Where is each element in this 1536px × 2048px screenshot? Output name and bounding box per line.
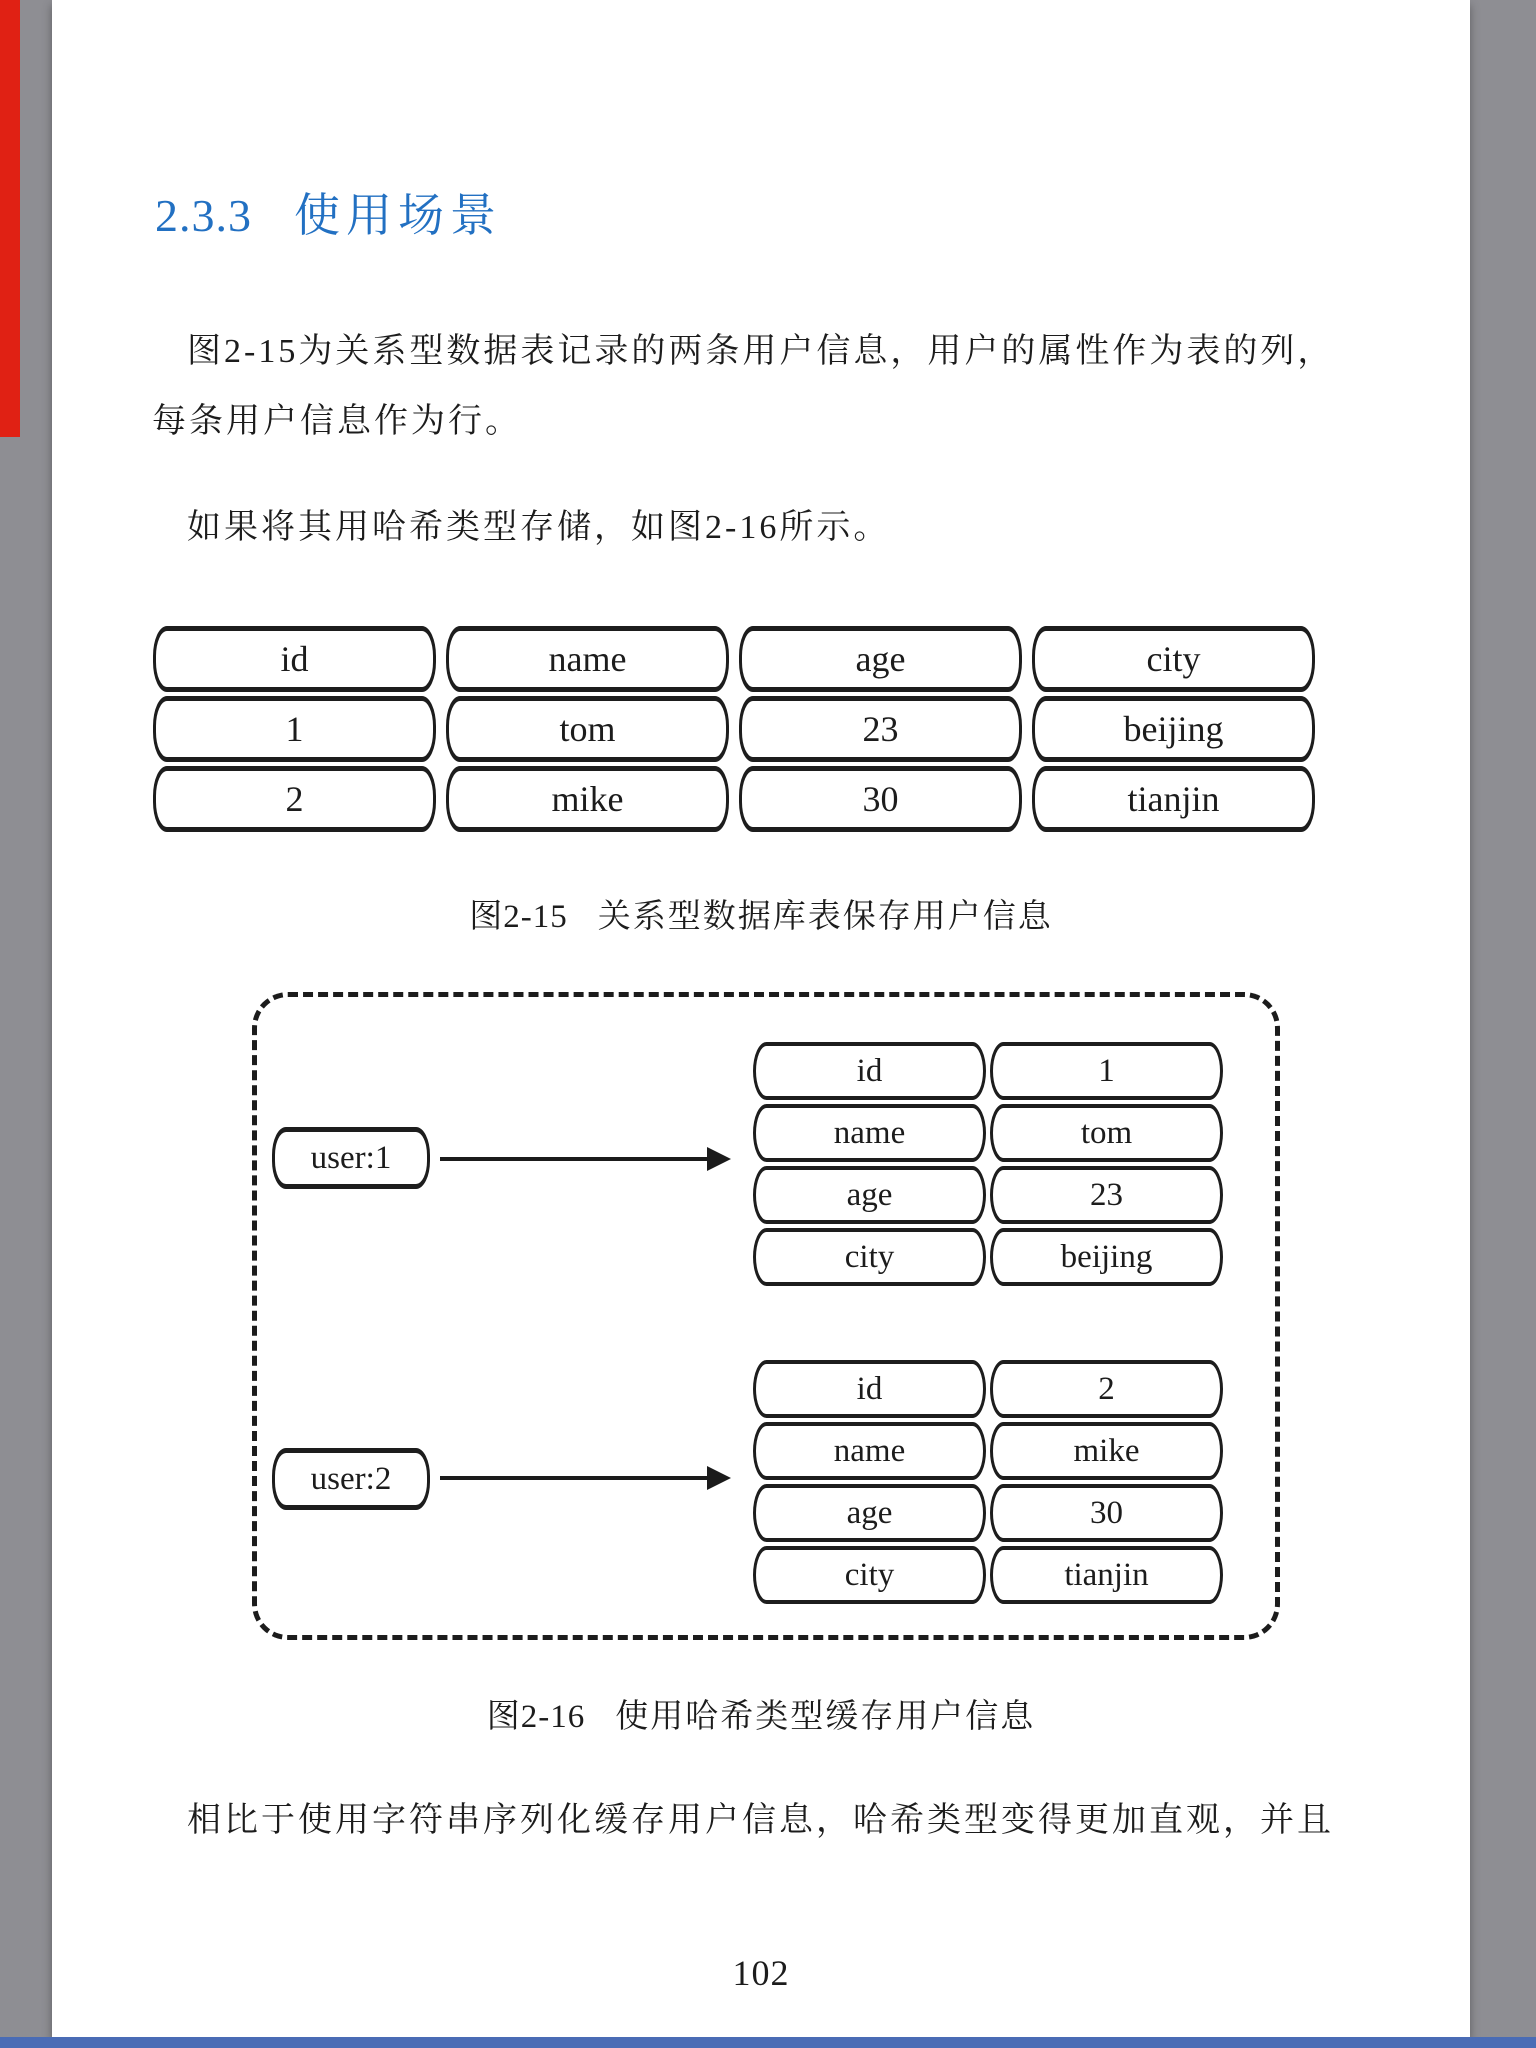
page-number: 102 (732, 1953, 790, 1993)
hash-value-cell: 1 (990, 1042, 1223, 1100)
arrow-icon (440, 1476, 725, 1480)
hash-field-column (753, 1042, 986, 1286)
table-header-cell: id (153, 626, 436, 692)
table-header-cell: age (739, 626, 1022, 692)
table-cell: 1 (153, 696, 436, 762)
section-number: 2.3.3 (155, 190, 252, 241)
hash-key-label: user:2 (310, 1460, 392, 1497)
section-title: 使用场景 (294, 190, 502, 241)
hash-field-cell: id (753, 1042, 986, 1100)
figure-caption-text: 关系型数据库表保存用户信息 (597, 899, 1053, 935)
hash-field-cell: name (753, 1104, 986, 1162)
hash-key-user1 (272, 1127, 430, 1189)
hash-key-user2 (272, 1448, 430, 1510)
table-cell: 2 (153, 766, 436, 832)
hash-field-cell: name (753, 1422, 986, 1480)
table-column-age (739, 626, 1022, 832)
figure-2-15-caption (52, 890, 1470, 937)
hash-table-user1 (753, 1042, 1223, 1286)
table-header-cell: name (446, 626, 729, 692)
paragraph-1-line-2: 每条用户信息作为行。 (152, 403, 522, 440)
hash-field-cell: city (753, 1546, 986, 1604)
table-column-city (1032, 626, 1315, 832)
hash-value-cell: mike (990, 1422, 1223, 1480)
paragraph-3: 相比于使用字符串序列化缓存用户信息，哈希类型变得更加直观，并且 (187, 1802, 1334, 1839)
table-cell: mike (446, 766, 729, 832)
bookmark-ribbon (0, 0, 20, 437)
bottom-bar (0, 2037, 1536, 2048)
table-cell: tom (446, 696, 729, 762)
hash-field-column (753, 1360, 986, 1604)
figure-caption-text: 使用哈希类型缓存用户信息 (615, 1699, 1036, 1735)
hash-field-cell: id (753, 1360, 986, 1418)
paragraph-2: 如果将其用哈希类型存储，如图2-16所示。 (187, 509, 891, 546)
book-page (52, 0, 1470, 2037)
hash-value-cell: 30 (990, 1484, 1223, 1542)
figure-2-16-caption (52, 1690, 1470, 1737)
table-cell: beijing (1032, 696, 1315, 762)
hash-value-cell: beijing (990, 1228, 1223, 1286)
table-column-id (153, 626, 436, 832)
hash-value-column (990, 1042, 1223, 1286)
table-header-cell: city (1032, 626, 1315, 692)
hash-field-cell: age (753, 1484, 986, 1542)
hash-value-cell: tianjin (990, 1546, 1223, 1604)
table-cell: 23 (739, 696, 1022, 762)
table-column-name (446, 626, 729, 832)
hash-key-label: user:1 (310, 1139, 392, 1176)
hash-table-user2 (753, 1360, 1223, 1604)
hash-field-cell: city (753, 1228, 986, 1286)
hash-value-cell: 23 (990, 1166, 1223, 1224)
hash-field-cell: age (753, 1166, 986, 1224)
figure-2-16-diagram (252, 992, 1280, 1640)
figure-2-15-table (153, 626, 1315, 832)
hash-value-cell: 2 (990, 1360, 1223, 1418)
arrow-icon (440, 1157, 725, 1161)
section-heading (155, 190, 502, 241)
figure-label: 图2-16 (486, 1699, 586, 1735)
paragraph-1-line-1: 图2-15为关系型数据表记录的两条用户信息，用户的属性作为表的列， (187, 333, 1335, 370)
table-cell: tianjin (1032, 766, 1315, 832)
hash-value-cell: tom (990, 1104, 1223, 1162)
hash-value-column (990, 1360, 1223, 1604)
figure-label: 图2-15 (469, 899, 568, 935)
table-cell: 30 (739, 766, 1022, 832)
